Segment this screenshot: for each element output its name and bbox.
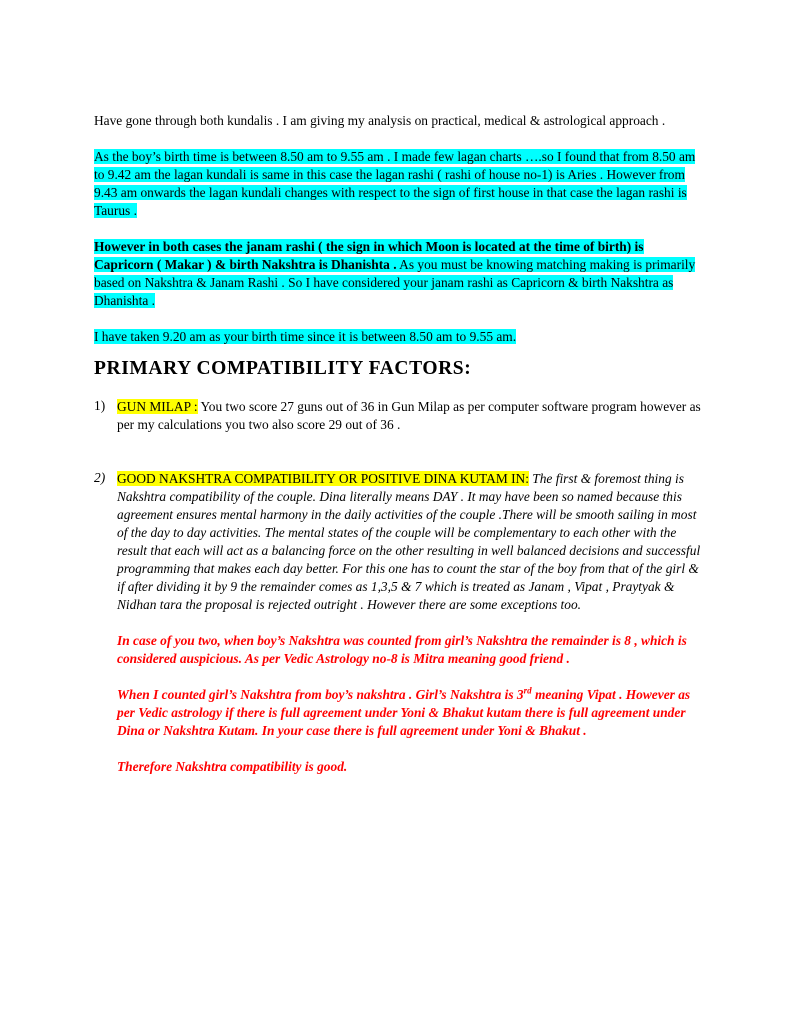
gun-milap-text: You two score 27 guns out of 36 in Gun Milap as per computer software program however as per my calculations you two also score 29 out of 36 . (117, 399, 701, 432)
nakshtra-text: The first & foremost thing is Nakshtra compatibility of the couple. Dina literally means DAY . It may have been so named because this agreement ensures mental harmony in the daily activities of the couple .There will be smooth sailing in most of the day to day activities. The mental states of the couple will be complementary to each other with the result that each will act as a balancing force on the other resulting in well balanced decisions and successful programming that makes each day better. For this one has to count the star of the boy from that of the girl & if after dividing it by 9 the remainder comes as 1,3,5 & 7 which is treated as Janam , Vipat , Praytyak & Nidhan tara the proposal is rejected outright . However there are some exceptions too. (117, 471, 701, 612)
birth-time-taken-text: I have taken 9.20 am as your birth time since it is between 8.50 am to 9.55 am. (94, 329, 517, 344)
gun-milap-label: GUN MILAP : (117, 399, 198, 414)
vipat-text-a: When I counted girl’s Nakshtra from boy’s nakshtra . Girl’s Nakshtra is 3 (117, 687, 524, 702)
list-number: 2) (94, 470, 106, 485)
section-heading: PRIMARY COMPATIBILITY FACTORS: (94, 358, 472, 379)
birth-time-text: As the boy’s birth time is between 8.50 am to 9.55 am . I made few lagan charts ….so I found that from 8.50 am to 9.42 am the lagan kundali is same in this case the lagan rashi ( rashi of house no-1) is Aries . However from 9.43 am onwards the lagan kundali changes with respect to the sign of first house in that case the lagan rashi is Taurus . (94, 149, 696, 218)
vipat-text-b: meaning Vipat . However as per Vedic astrology if there is full agreement under Yoni & Bhakut kutam there is full agreement under Dina or Nakshtra Kutam. In your case there is full agreement under Yoni & Bhakut . (117, 687, 691, 738)
vipat-superscript: rd (523, 685, 532, 696)
list-item-gun-milap (94, 398, 706, 434)
janam-rashi-paragraph (94, 238, 706, 310)
nakshtra-label: GOOD NAKSHTRA COMPATIBILITY OR POSITIVE DINA KUTAM IN: (117, 471, 529, 486)
janam-rashi-rest: As you must be knowing matching making is primarily based on Nakshtra & Janam Rashi . So I have considered your janam rashi as Capricorn & birth Nakshtra as Dhanishta . (94, 257, 696, 308)
intro-paragraph: Have gone through both kundalis . I am giving my analysis on practical, medical & astrological approach . (94, 113, 666, 128)
birth-time-paragraph (94, 148, 706, 220)
nakshtra-remainder-note: In case of you two, when boy’s Nakshtra was counted from girl’s Nakshtra the remainder is 8 , which is considered auspicious. As per Vedic Astrology no-8 is Mitra meaning good friend . (117, 633, 687, 666)
janam-rashi-highlight (94, 239, 695, 308)
nakshtra-vipat-note (117, 686, 706, 740)
janam-rashi-bold: However in both cases the janam rashi ( the sign in which Moon is located at the time of birth) is Capricorn ( Makar ) & birth Nakshtra is Dhanishta . (94, 239, 644, 272)
list-number: 1) (94, 398, 106, 413)
birth-time-taken-paragraph (94, 328, 706, 346)
list-item-nakshtra (94, 470, 706, 776)
document-page (94, 112, 706, 776)
nakshtra-conclusion: Therefore Nakshtra compatibility is good. (117, 759, 348, 774)
